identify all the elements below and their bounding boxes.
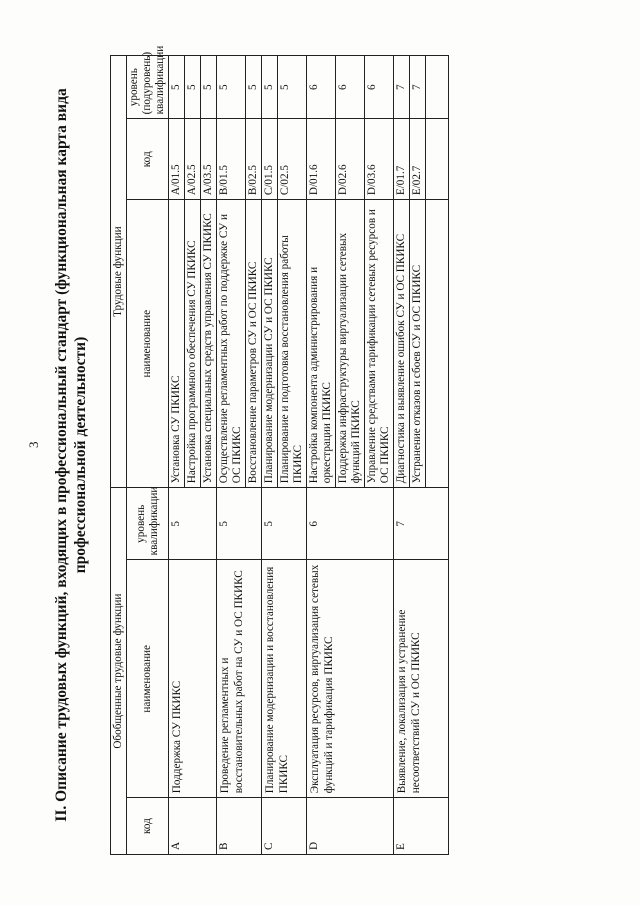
labor-functions-header: Трудовые функции bbox=[111, 56, 127, 488]
empty-cell bbox=[426, 119, 449, 200]
group-name: Поддержка СУ ПКИКС bbox=[169, 560, 217, 798]
column-header-labor-level: уровень (подуровень) квалификации bbox=[127, 56, 169, 119]
function-level: 7 bbox=[394, 56, 410, 119]
column-header-code: код bbox=[127, 798, 169, 855]
function-code: A/03.5 bbox=[201, 119, 217, 200]
empty-cell bbox=[426, 200, 449, 488]
function-level: 6 bbox=[336, 56, 365, 119]
functions-table bbox=[110, 45, 449, 855]
empty-cell bbox=[426, 56, 449, 119]
function-name: Осуществление регламентных работ по поддержке СУ и ОС ПКИКС bbox=[217, 200, 246, 488]
function-level: 5 bbox=[217, 56, 246, 119]
group-level: 5 bbox=[262, 488, 307, 560]
group-code: B bbox=[217, 798, 262, 855]
function-level: 5 bbox=[262, 56, 278, 119]
function-name: Поддержка инфраструктуры виртуализации сетевых функций ПКИКС bbox=[336, 200, 365, 488]
group-name: Проведение регламентных и восстановительных работ на СУ и ОС ПКИКС bbox=[217, 560, 262, 798]
group-code: E bbox=[394, 798, 449, 855]
function-name: Управление средствами тарификации сетевых ресурсов и ОС ПКИКС bbox=[365, 200, 394, 488]
function-name: Планирование и подготовка восстановления работы ПКИКС bbox=[278, 200, 307, 488]
function-level: 5 bbox=[185, 56, 201, 119]
group-code: C bbox=[262, 798, 307, 855]
group-name: Выявление, локализация и устранение несоответствий СУ и ОС ПКИКС bbox=[394, 560, 449, 798]
group-level: 5 bbox=[217, 488, 262, 560]
group-code: D bbox=[307, 798, 394, 855]
column-header-labor-name: наименование bbox=[127, 200, 169, 488]
function-code: C/01.5 bbox=[262, 119, 278, 200]
function-level: 5 bbox=[201, 56, 217, 119]
function-name: Диагностика и выявление ошибок СУ и ОС ПКИКС bbox=[394, 200, 410, 488]
function-code: D/02.6 bbox=[336, 119, 365, 200]
function-level: 6 bbox=[307, 56, 336, 119]
function-level: 5 bbox=[169, 56, 185, 119]
group-name: Эксплуатация ресурсов, виртуализация сетевых функций и тарификация ПКИКС bbox=[307, 560, 394, 798]
section-title-line-1: II. Описание трудовых функций, входящих в профессиональный стандарт (функциональная карта вида bbox=[53, 88, 70, 822]
function-code: E/01.7 bbox=[394, 119, 410, 200]
group-level: 5 bbox=[169, 488, 217, 560]
table-row bbox=[217, 56, 246, 855]
group-level: 6 bbox=[307, 488, 394, 560]
function-code: D/01.6 bbox=[307, 119, 336, 200]
function-code: B/01.5 bbox=[217, 119, 246, 200]
function-level: 5 bbox=[246, 56, 262, 119]
function-code: B/02.5 bbox=[246, 119, 262, 200]
function-code: A/02.5 bbox=[185, 119, 201, 200]
generalized-functions-header: Обобщенные трудовые функции bbox=[111, 488, 127, 855]
group-name: Планирование модернизации и восстановления ПКИКС bbox=[262, 560, 307, 798]
section-title bbox=[52, 75, 90, 835]
table-row bbox=[394, 56, 410, 855]
function-name: Установка специальных средств управления СУ ПКИКС bbox=[201, 200, 217, 488]
table-row bbox=[307, 56, 336, 855]
function-level: 6 bbox=[365, 56, 394, 119]
function-code: E/02.7 bbox=[410, 119, 426, 200]
function-name: Настройка программного обеспечения СУ ПКИКС bbox=[185, 200, 201, 488]
function-name: Установка СУ ПКИКС bbox=[169, 200, 185, 488]
function-name: Планирование модернизации СУ и ОС ПКИКС bbox=[262, 200, 278, 488]
section-title-line-2: профессиональной деятельности) bbox=[72, 336, 89, 574]
function-code: A/01.5 bbox=[169, 119, 185, 200]
function-level: 5 bbox=[278, 56, 307, 119]
function-level: 7 bbox=[410, 56, 426, 119]
function-name: Восстановление параметров СУ и ОС ПКИКС bbox=[246, 200, 262, 488]
function-code: C/02.5 bbox=[278, 119, 307, 200]
column-header-labor-code: код bbox=[127, 119, 169, 200]
table-row bbox=[169, 56, 185, 855]
function-name: Настройка компонента администрирования и оркестрации ПКИКС bbox=[307, 200, 336, 488]
function-code: D/03.6 bbox=[365, 119, 394, 200]
group-code: A bbox=[169, 798, 217, 855]
column-header-name: наименование bbox=[127, 560, 169, 798]
column-header-qualification-level: уровень квалификации bbox=[127, 488, 169, 560]
function-name: Устранение отказов и сбоев СУ и ОС ПКИКС bbox=[410, 200, 426, 488]
page-number: 3 bbox=[26, 441, 41, 448]
table-row bbox=[262, 56, 278, 855]
group-level: 7 bbox=[394, 488, 449, 560]
